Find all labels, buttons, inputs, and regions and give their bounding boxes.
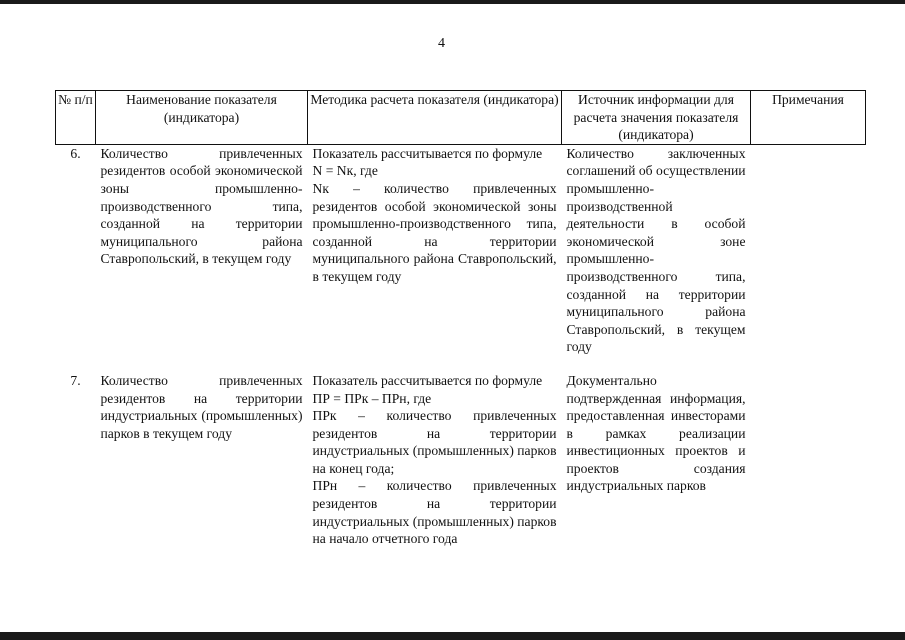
method-line: Показатель рассчитывается по формуле	[312, 372, 543, 388]
header-indicator-name: Наименование показателя (индикатора)	[96, 91, 308, 145]
indicator-name: Количество привлеченных резидентов особой экономической зоны промышленно-производственного типа, созданной на территории муниципального района Ставропольский, в текущем году	[100, 145, 303, 267]
table-row	[56, 372, 866, 548]
indicator-name: Количество привлеченных резидентов на территории индустриальных (промышленных) парков в текущем году	[100, 372, 303, 441]
top-border-line	[0, 0, 905, 4]
header-notes: Примечания	[751, 91, 866, 145]
notes	[751, 372, 866, 548]
indicators-table	[55, 90, 866, 548]
bottom-border-line	[0, 632, 905, 640]
table-row	[56, 144, 866, 356]
table-header-row	[56, 91, 866, 145]
header-number: № п/п	[56, 91, 96, 145]
method-line: Nк – количество привлеченных резидентов особой экономической зоны промышленно-производственного типа, созданной на территории муниципального района Ставропольский, в текущем году	[312, 180, 557, 284]
method-formula: N = Nк, где	[312, 163, 378, 179]
calculation-method	[308, 144, 562, 356]
page-number: 4	[438, 36, 445, 51]
header-information-source: Источник информации для расчета значения показателя (индикатора)	[562, 91, 751, 145]
information-source: Документально подтвержденная информация, предоставленная инвесторами в рамках реализации инвестиционных проектов и проектов создания индустриальных парков	[566, 372, 746, 494]
calculation-method	[308, 372, 562, 548]
row-number: 7.	[70, 372, 81, 388]
notes	[751, 144, 866, 356]
method-line: Показатель рассчитывается по формуле	[312, 145, 543, 161]
information-source: Количество заключенных соглашений об осуществлении промышленно-производственной деятельности в особой экономической зоне промышленно-производственного типа, созданной на территории муниципального района Ставропольский, в текущем году	[566, 145, 746, 355]
row-number: 6.	[70, 145, 81, 161]
method-line: ПРк – количество привлеченных резидентов на территории индустриальных (промышленных) парков на конец года;	[312, 408, 557, 476]
header-calculation-method: Методика расчета показателя (индикатора)	[308, 91, 562, 145]
method-formula: ПР = ПРк – ПРн, где	[312, 390, 432, 406]
row-spacer	[56, 356, 866, 372]
method-line: ПРн – количество привлеченных резидентов на территории индустриальных (промышленных) парков на начало отчетного года	[312, 478, 557, 547]
